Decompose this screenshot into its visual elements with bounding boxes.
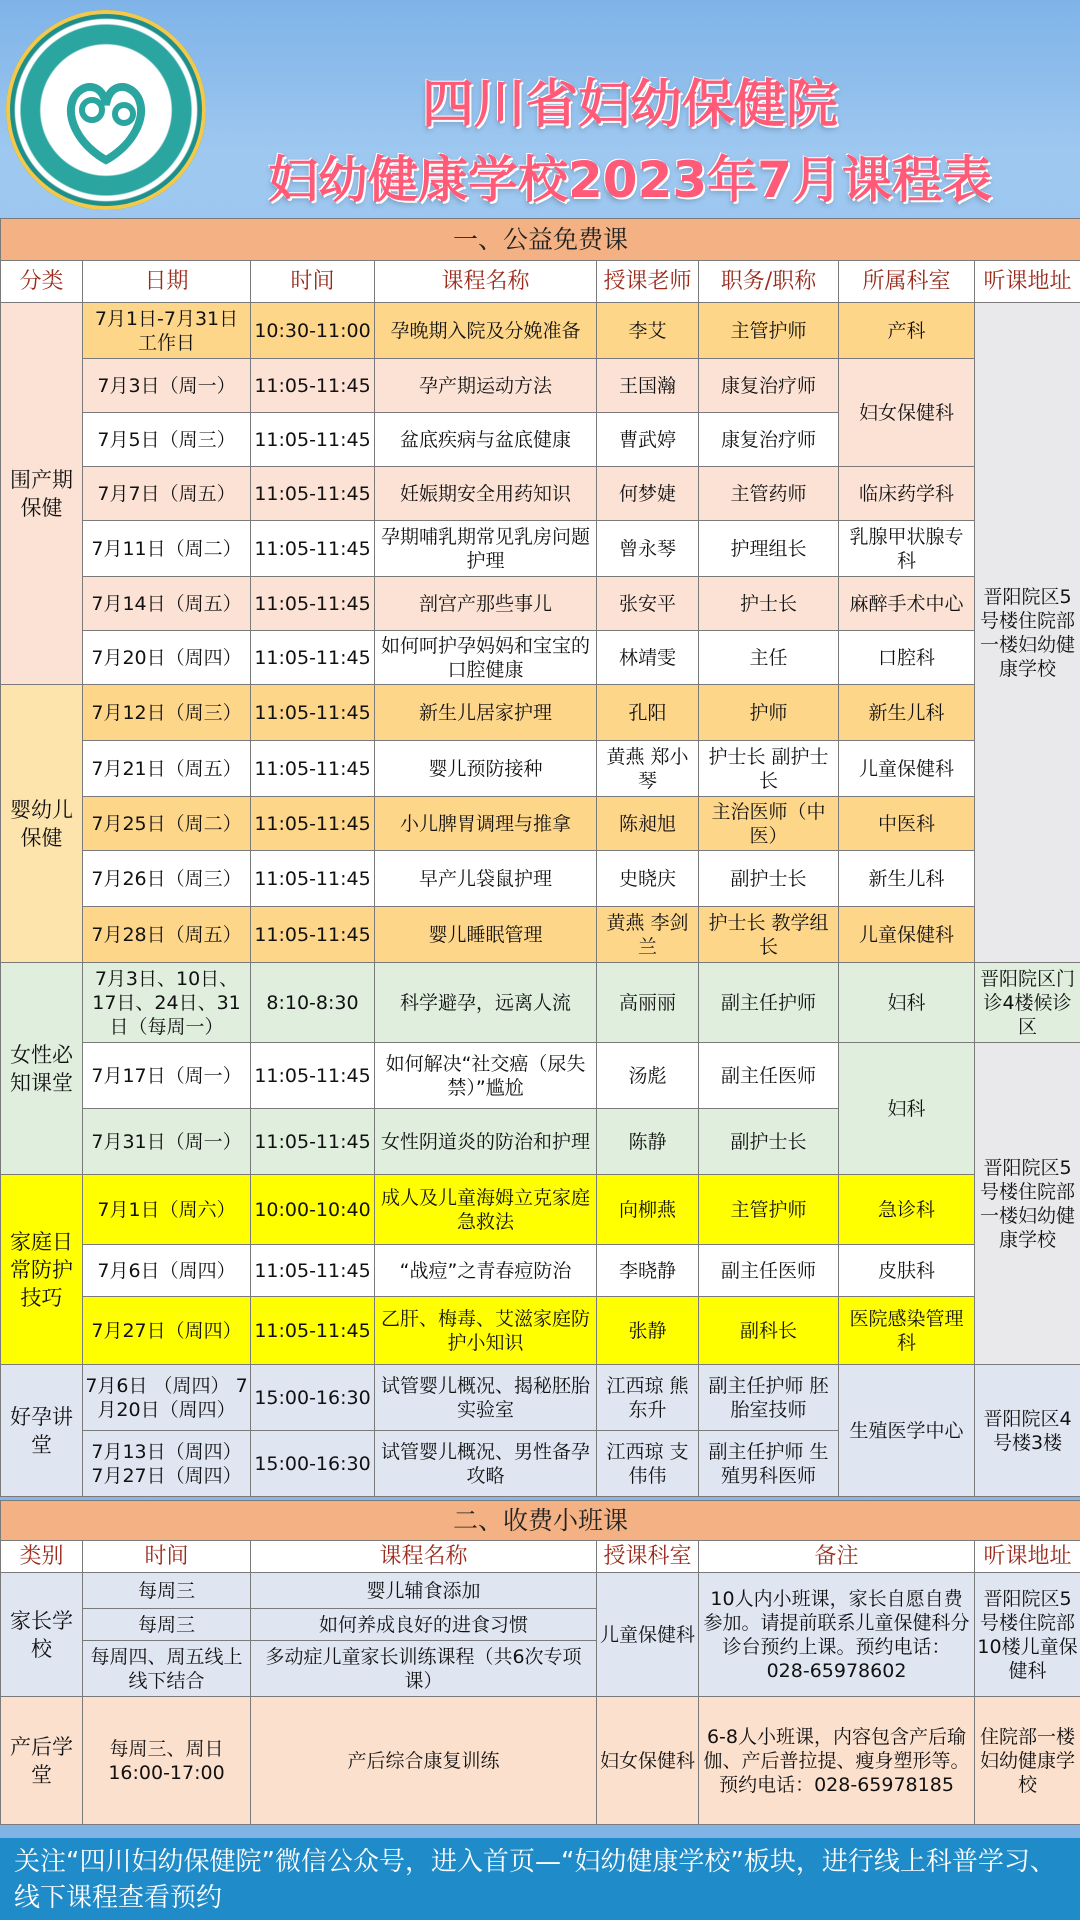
row-dept: 产科 (839, 303, 975, 359)
row-dept: 麻醉手术中心 (839, 577, 975, 631)
row-date: 7月1日（周六） (83, 1175, 251, 1245)
row-time: 11:05-11:45 (251, 1109, 375, 1175)
section2-title: 二、收费小班课 (1, 1501, 1080, 1541)
row-teacher: 史晓庆 (597, 851, 699, 907)
row-title: 主管药师 (699, 467, 839, 521)
row-date: 7月5日（周三） (83, 413, 251, 467)
row-dept: 中医科 (839, 797, 975, 851)
row-title: 副主任护师 胚胎室技师 (699, 1365, 839, 1431)
row-dept: 妇科 (839, 1043, 975, 1175)
header-course: 课程名称 (251, 1541, 597, 1573)
row-time: 15:00-16:30 (251, 1431, 375, 1497)
logo-emblem-icon (6, 10, 206, 210)
row-dept: 生殖医学中心 (839, 1365, 975, 1497)
row-teacher: 孔阳 (597, 685, 699, 741)
row-time: 11:05-11:45 (251, 907, 375, 963)
row-course: 如何养成良好的进食习惯 (251, 1609, 597, 1641)
row-course: 小儿脾胃调理与推拿 (375, 797, 597, 851)
header-course: 课程名称 (375, 261, 597, 303)
row-title: 护士长 (699, 577, 839, 631)
parent-address: 晋阳院区5号楼住院部10楼儿童保健科 (975, 1573, 1080, 1697)
table-row (1, 907, 1080, 963)
postpartum-dept: 妇女保健科 (597, 1697, 699, 1825)
row-dept: 妇科 (839, 963, 975, 1043)
category-home: 家庭日常防护技巧 (1, 1175, 83, 1365)
row-date: 7月17日（周一） (83, 1043, 251, 1109)
row-course: 盆底疾病与盆底健康 (375, 413, 597, 467)
table-row (1, 577, 1080, 631)
row-title: 康复治疗师 (699, 413, 839, 467)
row-date: 7月26日（周三） (83, 851, 251, 907)
table-row (1, 521, 1080, 577)
table-row (1, 303, 1080, 359)
row-title: 主管护师 (699, 303, 839, 359)
row-date: 7月6日（周四） (83, 1245, 251, 1297)
row-course: 剖宫产那些事儿 (375, 577, 597, 631)
parent-note: 10人内小班课，家长自愿自费参加。请提前联系儿童保健科分诊台预约上课。预约电话：028-65978602 (699, 1573, 975, 1697)
parent-dept: 儿童保健科 (597, 1573, 699, 1697)
table-row (1, 1175, 1080, 1245)
row-course: 孕产期运动方法 (375, 359, 597, 413)
address-reproductive: 晋阳院区4号楼3楼 (975, 1365, 1080, 1497)
row-course: 多动症儿童家长训练课程（共6次专项课） (251, 1641, 597, 1697)
row-time: 11:05-11:45 (251, 1245, 375, 1297)
row-date: 7月1日-7月31日 工作日 (83, 303, 251, 359)
row-time: 11:05-11:45 (251, 1043, 375, 1109)
row-dept: 急诊科 (839, 1175, 975, 1245)
category-women: 女性必知课堂 (1, 963, 83, 1175)
header-time: 时间 (251, 261, 375, 303)
row-title: 副主任医师 (699, 1043, 839, 1109)
row-course: 如何解决“社交癌（尿失禁）”尴尬 (375, 1043, 597, 1109)
row-course: 孕期哺乳期常见乳房问题护理 (375, 521, 597, 577)
table-row (1, 467, 1080, 521)
table-row (1, 1365, 1080, 1431)
row-time: 11:05-11:45 (251, 521, 375, 577)
header-address: 听课地址 (975, 261, 1080, 303)
row-time: 15:00-16:30 (251, 1365, 375, 1431)
row-dept: 乳腺甲状腺专科 (839, 521, 975, 577)
header-date: 日期 (83, 261, 251, 303)
table-row (1, 797, 1080, 851)
header-note: 备注 (699, 1541, 975, 1573)
row-date: 7月28日（周五） (83, 907, 251, 963)
row-teacher: 汤彪 (597, 1043, 699, 1109)
row-date: 7月25日（周二） (83, 797, 251, 851)
row-dept: 新生儿科 (839, 851, 975, 907)
row-title: 副护士长 (699, 851, 839, 907)
table-row (1, 963, 1080, 1043)
row-title: 副主任护师 生殖男科医师 (699, 1431, 839, 1497)
row-course: 孕晚期入院及分娩准备 (375, 303, 597, 359)
table-row (1, 1573, 1080, 1609)
row-teacher: 陈静 (597, 1109, 699, 1175)
table-row (1, 631, 1080, 685)
row-time: 每周三 (83, 1609, 251, 1641)
row-dept: 口腔科 (839, 631, 975, 685)
category-infant: 婴幼儿保健 (1, 685, 83, 963)
row-date: 7月3日、10日、17日、24日、31日（每周一） (83, 963, 251, 1043)
row-teacher: 曹武婷 (597, 413, 699, 467)
row-course: 如何呵护孕妈妈和宝宝的口腔健康 (375, 631, 597, 685)
row-time: 11:05-11:45 (251, 631, 375, 685)
row-time: 11:05-11:45 (251, 851, 375, 907)
row-time: 11:05-11:45 (251, 797, 375, 851)
row-teacher: 林靖雯 (597, 631, 699, 685)
row-teacher: 黄燕 郑小琴 (597, 741, 699, 797)
row-time: 11:05-11:45 (251, 577, 375, 631)
row-course: 早产儿袋鼠护理 (375, 851, 597, 907)
row-dept: 皮肤科 (839, 1245, 975, 1297)
row-teacher: 江西琼 支伟伟 (597, 1431, 699, 1497)
row-teacher: 李晓静 (597, 1245, 699, 1297)
row-teacher: 向柳燕 (597, 1175, 699, 1245)
row-time: 每周三、周日 16:00-17:00 (83, 1697, 251, 1825)
page-title-line2: 妇幼健康学校2023年7月课程表 (268, 151, 992, 209)
row-date: 7月31日（周一） (83, 1109, 251, 1175)
header-title: 职务/职称 (699, 261, 839, 303)
row-title: 主管护师 (699, 1175, 839, 1245)
row-course: 科学避孕，远离人流 (375, 963, 597, 1043)
table-row (1, 359, 1080, 413)
address-main2: 晋阳院区5号楼住院部一楼妇幼健康学校 (975, 1043, 1080, 1365)
row-course: 乙肝、梅毒、艾滋家庭防护小知识 (375, 1297, 597, 1365)
section1-title: 一、公益免费课 (1, 219, 1080, 261)
row-teacher: 张静 (597, 1297, 699, 1365)
row-time: 每周三 (83, 1573, 251, 1609)
table-row (1, 1043, 1080, 1109)
header-dept: 所属科室 (839, 261, 975, 303)
row-time: 11:05-11:45 (251, 685, 375, 741)
page-header (0, 0, 1080, 218)
hospital-logo (6, 10, 206, 210)
row-dept: 临床药学科 (839, 467, 975, 521)
row-course: 婴儿预防接种 (375, 741, 597, 797)
header-dept: 授课科室 (597, 1541, 699, 1573)
row-course: 试管婴儿概况、揭秘胚胎实验室 (375, 1365, 597, 1431)
table-row (1, 1297, 1080, 1365)
row-time: 11:05-11:45 (251, 1297, 375, 1365)
row-dept: 儿童保健科 (839, 907, 975, 963)
category-parent-school: 家长学校 (1, 1573, 83, 1697)
row-dept: 妇女保健科 (839, 359, 975, 467)
row-title: 主治医师（中医） (699, 797, 839, 851)
row-title: 护理组长 (699, 521, 839, 577)
table-row (1, 685, 1080, 741)
row-course: 婴儿辅食添加 (251, 1573, 597, 1609)
row-course: 成人及儿童海姆立克家庭急救法 (375, 1175, 597, 1245)
header-time: 时间 (83, 1541, 251, 1573)
row-teacher: 张安平 (597, 577, 699, 631)
row-teacher: 李艾 (597, 303, 699, 359)
row-course: “战痘”之青春痘防治 (375, 1245, 597, 1297)
row-title: 副主任护师 (699, 963, 839, 1043)
table-row (1, 851, 1080, 907)
row-time: 11:05-11:45 (251, 359, 375, 413)
row-teacher: 江西琼 熊东升 (597, 1365, 699, 1431)
row-date: 7月12日（周三） (83, 685, 251, 741)
row-date: 7月3日（周一） (83, 359, 251, 413)
row-title: 副科长 (699, 1297, 839, 1365)
row-date: 7月21日（周五） (83, 741, 251, 797)
header-address: 听课地址 (975, 1541, 1080, 1573)
category-pregnancy: 好孕讲堂 (1, 1365, 83, 1497)
row-dept: 儿童保健科 (839, 741, 975, 797)
row-time: 8:10-8:30 (251, 963, 375, 1043)
row-time: 10:00-10:40 (251, 1175, 375, 1245)
header-teacher: 授课老师 (597, 261, 699, 303)
row-teacher: 曾永琴 (597, 521, 699, 577)
row-course: 新生儿居家护理 (375, 685, 597, 741)
row-course: 产后综合康复训练 (251, 1697, 597, 1825)
header-category: 分类 (1, 261, 83, 303)
row-title: 护师 (699, 685, 839, 741)
row-title: 康复治疗师 (699, 359, 839, 413)
page-title-line1: 四川省妇幼保健院 (421, 75, 838, 135)
row-course: 试管婴儿概况、男性备孕攻略 (375, 1431, 597, 1497)
table-row (1, 741, 1080, 797)
row-title: 副主任医师 (699, 1245, 839, 1297)
row-time: 每周四、周五线上线下结合 (83, 1641, 251, 1697)
row-date: 7月11日（周二） (83, 521, 251, 577)
footer-notice: 关注“四川妇幼保健院”微信公众号，进入首页—“妇幼健康学校”板块，进行线上科普学习、线下课程查看预约 (0, 1838, 1080, 1920)
category-postpartum: 产后学堂 (1, 1697, 83, 1825)
row-date: 7月14日（周五） (83, 577, 251, 631)
row-title: 主任 (699, 631, 839, 685)
row-title: 护士长 教学组长 (699, 907, 839, 963)
row-teacher: 高丽丽 (597, 963, 699, 1043)
row-date: 7月27日（周四） (83, 1297, 251, 1365)
row-teacher: 何梦婕 (597, 467, 699, 521)
table-row (1, 1245, 1080, 1297)
row-dept: 新生儿科 (839, 685, 975, 741)
row-time: 11:05-11:45 (251, 413, 375, 467)
postpartum-address: 住院部一楼妇幼健康学校 (975, 1697, 1080, 1825)
row-title: 护士长 副护士长 (699, 741, 839, 797)
row-date: 7月6日 （周四） 7月20日（周四） (83, 1365, 251, 1431)
paid-course-table (0, 1500, 1080, 1825)
row-time: 11:05-11:45 (251, 741, 375, 797)
row-title: 副护士长 (699, 1109, 839, 1175)
address-clinic: 晋阳院区门诊4楼候诊区 (975, 963, 1080, 1043)
row-course: 女性阴道炎的防治和护理 (375, 1109, 597, 1175)
free-course-table (0, 218, 1080, 1497)
row-course: 妊娠期安全用药知识 (375, 467, 597, 521)
category-perinatal: 围产期保健 (1, 303, 83, 685)
row-date: 7月7日（周五） (83, 467, 251, 521)
postpartum-note: 6-8人小班课，内容包含产后瑜伽、产后普拉提、瘦身塑形等。预约电话：028-65978185 (699, 1697, 975, 1825)
address-main: 晋阳院区5号楼住院部一楼妇幼健康学校 (975, 303, 1080, 963)
row-dept: 医院感染管理科 (839, 1297, 975, 1365)
table-row (1, 1697, 1080, 1825)
row-course: 婴儿睡眠管理 (375, 907, 597, 963)
row-teacher: 王国瀚 (597, 359, 699, 413)
header-category: 类别 (1, 1541, 83, 1573)
row-time: 10:30-11:00 (251, 303, 375, 359)
row-date: 7月13日（周四） 7月27日（周四） (83, 1431, 251, 1497)
row-time: 11:05-11:45 (251, 467, 375, 521)
row-date: 7月20日（周四） (83, 631, 251, 685)
row-teacher: 黄燕 李剑兰 (597, 907, 699, 963)
row-teacher: 陈昶旭 (597, 797, 699, 851)
